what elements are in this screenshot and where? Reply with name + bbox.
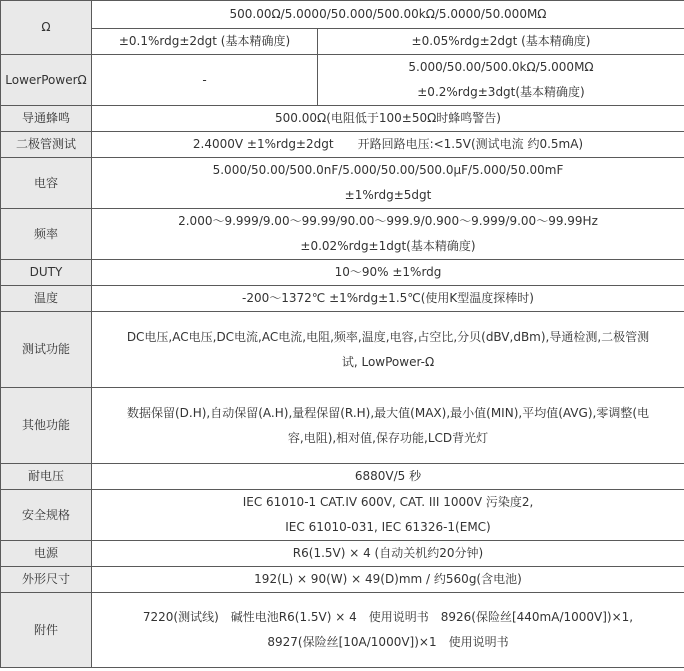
- table-row: [1, 158, 684, 209]
- withstand-label: 耐电压: [1, 464, 92, 490]
- safety-line-1: IEC 61010-1 CAT.IV 600V, CAT. III 1000V 污染度2,: [242, 495, 534, 509]
- continuity-label: 导通蜂鸣: [1, 106, 92, 132]
- duty-value: 10～90% ±1%rdg: [92, 260, 684, 286]
- lowpower-range: 5.000/50.00/500.0kΩ/5.000MΩ: [408, 60, 594, 74]
- functions-line-2: 试, LowPower-Ω: [341, 354, 435, 369]
- functions-value: [92, 312, 684, 388]
- table-row: [1, 260, 684, 286]
- table-row: [1, 541, 684, 567]
- table-row: [1, 388, 684, 464]
- table-row: [1, 55, 684, 106]
- temperature-label: 温度: [1, 286, 92, 312]
- diode-value: 2.4000V ±1%rdg±2dgt 开路回路电压:<1.5V(测试电流 约0.5mA): [92, 132, 684, 158]
- lowpower-left: -: [92, 55, 318, 106]
- accessories-line-1: 7220(测试线) 碱性电池R6(1.5V) × 4 使用说明书 8926(保险丝[440mA/1000V])×1,: [142, 610, 634, 624]
- table-row: [1, 464, 684, 490]
- ohm-range: 500.00Ω/5.0000/50.000/500.00kΩ/5.0000/50.000MΩ: [92, 1, 684, 29]
- continuity-value: 500.00Ω(电阻低于100±50Ω时蜂鸣警告): [92, 106, 684, 132]
- capacitance-label: 电容: [1, 158, 92, 209]
- table-row: [1, 106, 684, 132]
- frequency-accuracy: ±0.02%rdg±1dgt(基本精确度): [300, 239, 476, 253]
- other-line-2: 容,电阻),相对值,保存功能,LCD背光灯: [287, 430, 489, 445]
- functions-label: 测试功能: [1, 312, 92, 388]
- table-row: [1, 286, 684, 312]
- other-value: [92, 388, 684, 464]
- accessories-label: 附件: [1, 593, 92, 668]
- temperature-value: -200～1372℃ ±1%rdg±1.5℃(使用K型温度探棒时): [92, 286, 684, 312]
- capacitance-range: 5.000/50.00/500.0nF/5.000/50.00/500.0μF/5.000/50.00mF: [212, 163, 564, 177]
- capacitance-accuracy: ±1%rdg±5dgt: [344, 188, 432, 202]
- table-row: [1, 29, 684, 55]
- other-label: 其他功能: [1, 388, 92, 464]
- power-label: 电源: [1, 541, 92, 567]
- ohm-label: Ω: [1, 1, 92, 55]
- dimensions-value: 192(L) × 90(W) × 49(D)mm / 约560g(含电池): [92, 567, 684, 593]
- table-row: [1, 490, 684, 541]
- duty-label: DUTY: [1, 260, 92, 286]
- table-row: [1, 593, 684, 668]
- frequency-label: 频率: [1, 209, 92, 260]
- dimensions-label: 外形尺寸: [1, 567, 92, 593]
- power-value: R6(1.5V) × 4 (自动关机约20分钟): [92, 541, 684, 567]
- table-row: [1, 1, 684, 29]
- accessories-value: [92, 593, 684, 668]
- withstand-value: 6880V/5 秒: [92, 464, 684, 490]
- frequency-value: [92, 209, 684, 260]
- lowpower-label: LowerPowerΩ: [1, 55, 92, 106]
- table-row: [1, 132, 684, 158]
- safety-line-2: IEC 61010-031, IEC 61326-1(EMC): [285, 520, 491, 534]
- table-row: [1, 209, 684, 260]
- other-line-1: 数据保留(D.H),自动保留(A.H),量程保留(R.H),最大值(MAX),最小值(MIN),平均值(AVG),零调整(电: [126, 405, 649, 420]
- safety-label: 安全规格: [1, 490, 92, 541]
- table-row: [1, 312, 684, 388]
- lowpower-value: [318, 55, 684, 106]
- accessories-line-2: 8927(保险丝[10A/1000V])×1 使用说明书: [267, 635, 509, 649]
- table-row: [1, 567, 684, 593]
- functions-line-1: DC电压,AC电压,DC电流,AC电流,电阻,频率,温度,电容,占空比,分贝(dBV,dBm),导通检测,二极管测: [126, 329, 650, 344]
- ohm-accuracy-left: ±0.1%rdg±2dgt (基本精确度): [92, 29, 318, 55]
- frequency-range: 2.000～9.999/9.00～99.99/90.00～999.9/0.900～9.999/9.00～99.99Hz: [178, 214, 598, 228]
- diode-label: 二极管测试: [1, 132, 92, 158]
- ohm-accuracy-right: ±0.05%rdg±2dgt (基本精确度): [318, 29, 684, 55]
- lowpower-accuracy: ±0.2%rdg±3dgt(基本精确度): [417, 85, 585, 99]
- capacitance-value: [92, 158, 684, 209]
- safety-value: [92, 490, 684, 541]
